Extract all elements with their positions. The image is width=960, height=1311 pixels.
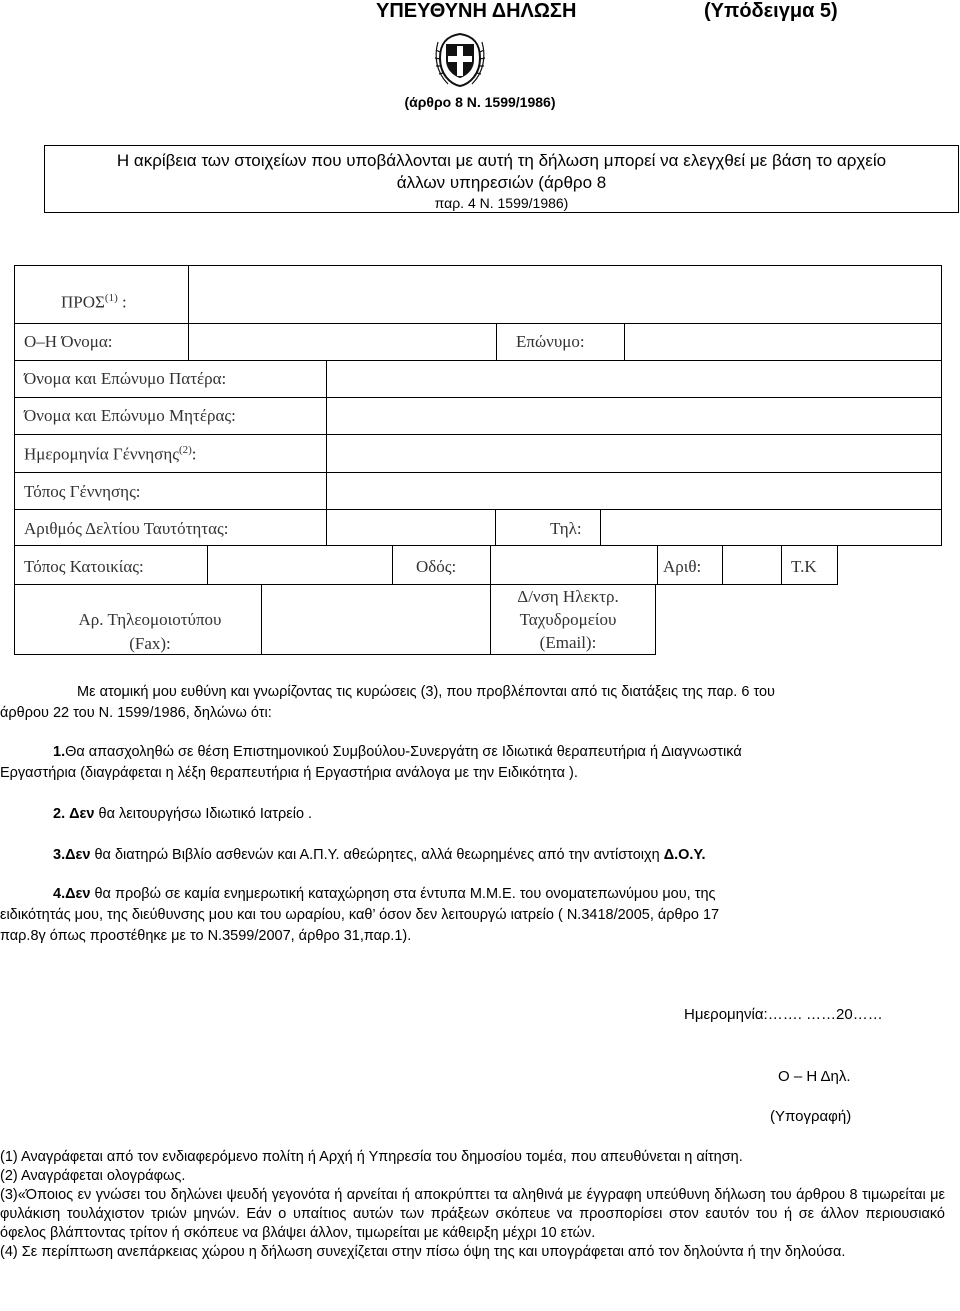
- footnote-3: (3)«Όποιος εν γνώσει του δηλώνει ψευδή γεγονότα ή αρνείται ή αποκρύπτει τα αληθινά με έγγραφη υπεύθυνη δήλωση του άρθρου 8 τιμωρείται με φυλάκιση τουλάχιστον τριών μηνών. Εάν ο υπαίτιος αυτών των πράξεων σκόπευε να προσπορίσει στον εαυτόν του ή σε άλλον περιουσιακό όφελος βλάπτοντας τρίτον ή σκόπευε να βλάψει άλλον, τιμωρείται με κάθειρξη μέχρι 10 ετών.: [0, 1187, 945, 1241]
- street-number-label: Αριθ:: [663, 557, 702, 576]
- residence-label: Τόπος Κατοικίας:: [24, 557, 144, 576]
- name-label: Ο–Η Όνομα:: [24, 332, 113, 351]
- declaration-date: Ημερομηνία:……. ……20……: [684, 1006, 883, 1023]
- mother-name-field[interactable]: [327, 398, 941, 434]
- mother-name-label: Όνομα και Επώνυμο Μητέρας:: [24, 406, 236, 425]
- birthplace-field[interactable]: [327, 473, 941, 509]
- sample-label: (Υπόδειγμα 5): [704, 0, 838, 22]
- document-title: ΥΠΕΥΘΥΝΗ ΔΗΛΩΣΗ: [376, 0, 577, 22]
- street-label: Οδός:: [416, 557, 457, 576]
- to-label: ΠΡΟΣ$^{(1)}$ :: [61, 292, 127, 312]
- accuracy-notice-line1: Η ακρίβεια των στοιχείων που υποβάλλονται με αυτή τη δήλωση μπορεί να ελεγχθεί με βάση το αρχείο: [116, 151, 887, 170]
- surname-label: Επώνυμο:: [516, 332, 585, 351]
- footnotes: [0, 1148, 945, 1262]
- accuracy-notice-line2: άλλων υπηρεσιών (άρθρο 8: [396, 173, 607, 192]
- surname-field[interactable]: [625, 324, 941, 360]
- first-name-field[interactable]: [189, 324, 496, 360]
- street-number-field[interactable]: [723, 546, 781, 584]
- declaration-item-1: 1.Θα απασχοληθώ σε θέση Επιστημονικού Συμβούλου-Συνεργάτη σε Ιδιωτικά θεραπευτήρια ή Διαγνωστικά Εργαστήρια (διαγράφεται η λέξη θεραπευτήρια ή Εργαστήρια ανάλογα με την Ειδικότητα ).: [0, 744, 742, 781]
- footnote-1: (1) Αναγράφεται από τον ενδιαφερόμενο πολίτη ή Αρχή ή Υπηρεσία του δημοσίου τομέα, που απευθύνεται η αίτηση.: [0, 1149, 743, 1165]
- to-field[interactable]: [189, 266, 941, 323]
- phone-field[interactable]: [601, 510, 941, 545]
- email-label: Δ/νση Ηλεκτρ. Ταχυδρομείου (Email):: [517, 587, 619, 652]
- id-card-field[interactable]: [327, 510, 495, 545]
- accuracy-notice-box: [44, 145, 959, 213]
- signature-field[interactable]: [700, 1090, 900, 1106]
- street-field[interactable]: [491, 546, 657, 584]
- postcode-label: Τ.Κ: [791, 557, 817, 576]
- father-name-field[interactable]: [327, 361, 941, 397]
- date-of-birth-label: Ημερομηνία Γέννησης$^{(2)}$:: [24, 444, 197, 464]
- declaration-intro: Με ατομική μου ευθύνη και γνωρίζοντας τις κυρώσεις (3), που προβλέπονται από τις διατάξεις της παρ. 6 του άρθρου 22 του Ν. 1599/1986, δηλώνω ότι:: [0, 684, 775, 721]
- footnote-2: (2) Αναγράφεται ολογράφως.: [0, 1168, 186, 1184]
- declaration-item-2: 2. Δεν θα λειτουργήσω Ιδιωτικό Ιατρείο .: [53, 806, 313, 822]
- declaration-item-3: 3.Δεν θα διατηρώ Βιβλίο ασθενών και Α.Π.Υ. αθεώρητες, αλλά θεωρημένες από την αντίστοιχη Δ.Ο.Υ.: [53, 847, 706, 863]
- father-name-label: Όνομα και Επώνυμο Πατέρα:: [24, 369, 227, 388]
- fax-label: Αρ. Τηλεομοιοτύπου (Fax):: [78, 610, 222, 653]
- law-reference: (άρθρο 8 Ν. 1599/1986): [404, 94, 556, 110]
- date-of-birth-field[interactable]: [327, 435, 941, 472]
- declaration-item-4: 4.Δεν θα προβώ σε καμία ενημερωτική καταχώρηση στα έντυπα Μ.Μ.Ε. του ονοματεπωνύμου μου, της ειδικότητάς μου, της διεύθυνσης μου και του ωραρίου, καθ’ όσον δεν λειτουργώ ιατρείο ( Ν.3418/2005, άρθρο 17 παρ.8γ όπως προστέθηκε με το Ν.3599/2007, άρθρο 31,παρ.1).: [0, 886, 720, 944]
- footnote-4: (4) Σε περίπτωση ανεπάρκειας χώρου η δήλωση συνεχίζεται στην πίσω όψη της και υπογράφεται από τον δηλούντα ή την δηλούσα.: [0, 1244, 846, 1260]
- residence-field[interactable]: [208, 546, 392, 584]
- greek-coat-of-arms-icon: [432, 30, 488, 90]
- id-card-label: Αριθμός Δελτίου Ταυτότητας:: [24, 519, 229, 538]
- phone-label: Τηλ:: [550, 519, 582, 538]
- signature-label: (Υπογραφή): [770, 1108, 852, 1125]
- accuracy-notice-line3: παρ. 4 Ν. 1599/1986): [434, 195, 569, 211]
- declarant-label: Ο – Η Δηλ.: [778, 1068, 851, 1085]
- birthplace-label: Τόπος Γέννησης:: [24, 482, 141, 501]
- fax-field[interactable]: [262, 585, 490, 654]
